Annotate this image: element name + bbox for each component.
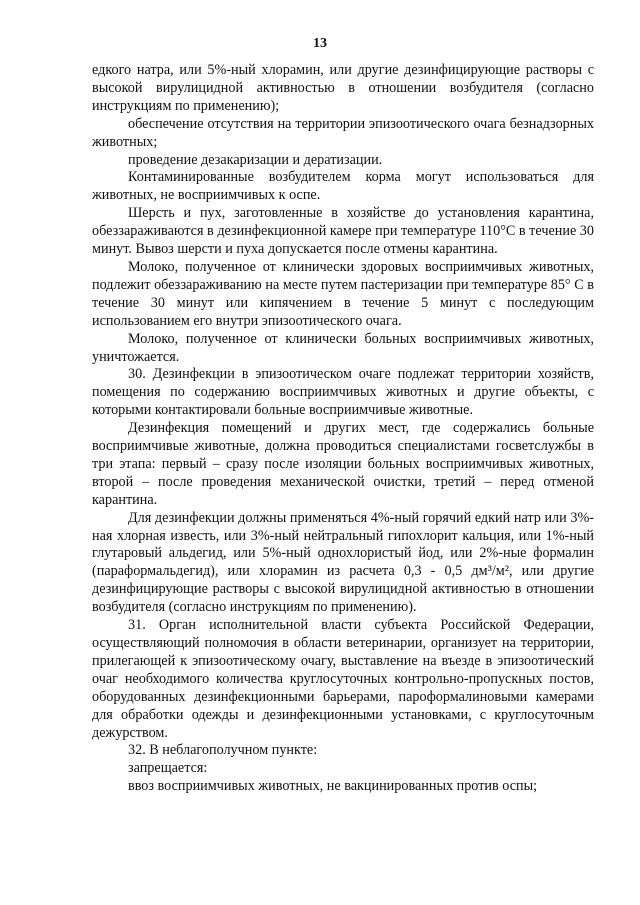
page-number: 13 — [313, 36, 327, 51]
paragraph: проведение дезакаризации и дератизации. — [128, 151, 383, 168]
paragraph: Контаминированные возбудителем корма могут использоваться для животных, не восприимчивых к оспе. — [92, 169, 594, 204]
paragraph: обеспечение отсутствия на территории эпизоотического очага безнадзорных животных; — [92, 115, 594, 150]
paragraph: запрещается: — [128, 760, 208, 777]
paragraph: Молоко, полученное от клинически больных восприимчивых животных, уничтожается. — [92, 330, 594, 365]
paragraph: Шерсть и пух, заготовленные в хозяйстве до установления карантина, обеззараживаются в дезинфекционной камере при температуре 110°С в течение 30 минут. Вывоз шерсти и пуха допускается после отмены карантина. — [92, 205, 594, 258]
document-body — [92, 62, 594, 796]
paragraph-item-31: 31. Орган исполнительной власти субъекта Российской Федерации, осуществляющий полномочия в области ветеринарии, организует на территории, прилегающей к эпизоотическому очагу, выставление на въезде в эпизоотический очаг необходимого количества круглосуточных контрольно-пропускных постов, оборудованных дезинфекционными барьерами, пароформалиновыми камерами для обработки одежды и дезинфекционными установками, с круглосуточным дежурством. — [92, 617, 594, 741]
paragraph: Молоко, полученное от клинически здоровых восприимчивых животных, подлежит обеззараживанию на месте путем пастеризации при температуре 85° С в течение 30 минут или кипячением в течение 5 минут с последующим использованием его внутри эпизоотического очага. — [92, 258, 594, 329]
paragraph: Для дезинфекции должны применяться 4%-ный горячий едкий натр или 3%-ная хлорная известь, или 3%-ный нейтральный гипохлорит кальция, или 1%-ный глутаровый альдегид, или 5%-ный однохлористый йод, или 2%-ные формалин (параформальдегид), или хлорамин из расчета 0,3 - 0,5 дм³/м², или другие дезинфицирующие растворы с высокой вирулицидной активностью в отношении возбудителя (согласно инструкциям по применению). — [92, 509, 594, 616]
paragraph-item-30: 30. Дезинфекции в эпизоотическом очаге подлежат территории хозяйств, помещения по содержанию восприимчивых животных и другие объекты, с которыми контактировали больные восприимчивые животные. — [92, 366, 594, 419]
paragraph: Дезинфекция помещений и других мест, где содержались больные восприимчивые животные, должна проводиться специалистами госветслужбы в три этапа: первый – сразу после изоляции больных восприимчивых животных, второй – после проведения механической очистки, третий – перед отменой карантина. — [92, 420, 594, 508]
paragraph-item-32: 32. В неблагополучном пункте: — [128, 742, 318, 759]
paragraph: ввоз восприимчивых животных, не вакцинированных против оспы; — [128, 778, 538, 795]
paragraph: едкого натра, или 5%-ный хлорамин, или другие дезинфицирующие растворы с высокой вирулицидной активностью в отношении возбудителя (согласно инструкциям по применению); — [92, 62, 594, 114]
